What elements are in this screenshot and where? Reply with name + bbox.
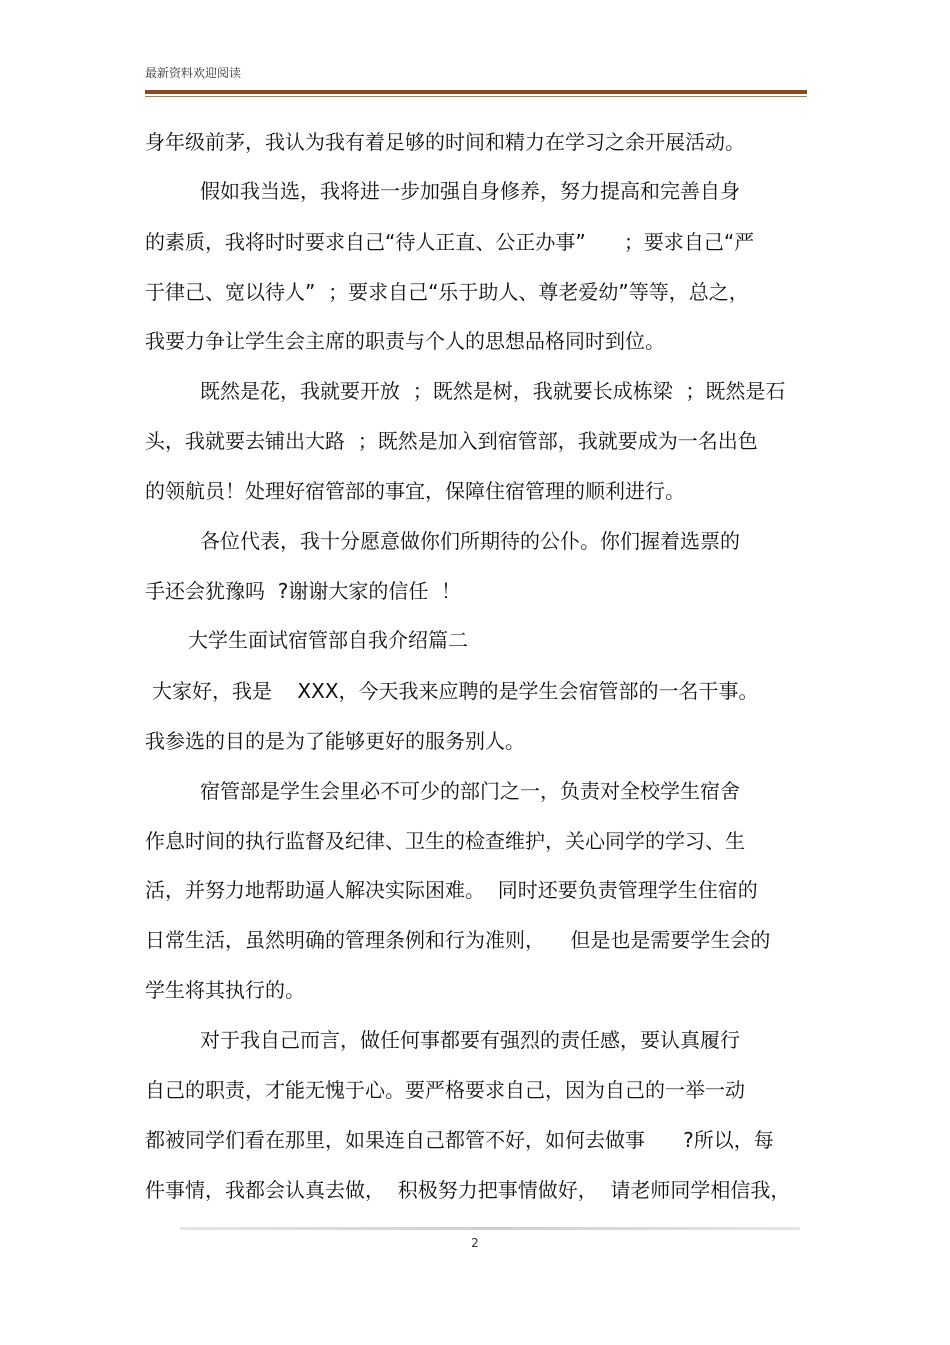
- text-line: 假如我当选，我将进一步加强自身修养，努力提高和完善自身: [200, 179, 740, 203]
- page-header: 最新资料欢迎阅读: [145, 66, 242, 80]
- header-divider: [145, 90, 807, 94]
- text-line: 的领航员！处理好宿管部的事宜，保障住宿管理的顺利进行。: [145, 479, 685, 503]
- text-line: 我要力争让学生会主席的职责与个人的思想品格同时到位。: [145, 329, 665, 353]
- text-line: 各位代表，我十分愿意做你们所期待的公仆。你们握着选票的: [200, 529, 740, 553]
- footer-divider: [180, 1227, 800, 1230]
- text-line: 日常生活，虽然明确的管理条例和行为准则， 但是也是需要学生会的: [145, 928, 771, 952]
- page-number: 2: [471, 1236, 479, 1250]
- text-line: 于律己、宽以待人” ；要求自己“乐于助人、尊老爱幼”等等，总之，: [145, 280, 749, 304]
- text-line: 的素质，我将时时要求自己“待人正直、公正办事” ；要求自己“严: [145, 230, 755, 254]
- header-divider-thin: [145, 96, 807, 97]
- text-line: 大家好，我是 XXX，今天我来应聘的是学生会宿管部的一名干事。: [152, 679, 759, 703]
- section-title: 大学生面试宿管部自我介绍篇二: [188, 628, 468, 652]
- text-line: 件事情，我都会认真去做， 积极努力把事情做好， 请老师同学相信我，: [145, 1178, 791, 1202]
- text-line: 既然是花，我就要开放 ；既然是树，我就要长成栋梁 ；既然是石: [200, 379, 786, 403]
- text-line: 头，我就要去铺出大路 ；既然是加入到宿管部，我就要成为一名出色: [145, 429, 758, 453]
- text-line: 对于我自己而言，做任何事都要有强烈的责任感，要认真履行: [200, 1028, 740, 1052]
- text-line: 自己的职责，才能无愧于心。要严格要求自己，因为自己的一举一动: [145, 1078, 745, 1102]
- text-line: 作息时间的执行监督及纪律、卫生的检查维护，关心同学的学习、生: [145, 829, 745, 853]
- text-line: 我参选的目的是为了能够更好的服务别人。: [145, 729, 525, 753]
- text-line: 身年级前茅，我认为我有着足够的时间和精力在学习之余开展活动。: [145, 130, 745, 154]
- text-line: 活，并努力地帮助逼人解决实际困难。 同时还要负责管理学生住宿的: [145, 878, 758, 902]
- text-line: 都被同学们看在那里，如果连自己都管不好，如何去做事 ?所以，每: [145, 1128, 774, 1152]
- text-line: 手还会犹豫吗 ?谢谢大家的信任 ！: [145, 579, 462, 603]
- text-line: 学生将其执行的。: [145, 978, 305, 1002]
- text-line: 宿管部是学生会里必不可少的部门之一，负责对全校学生宿舍: [200, 779, 740, 803]
